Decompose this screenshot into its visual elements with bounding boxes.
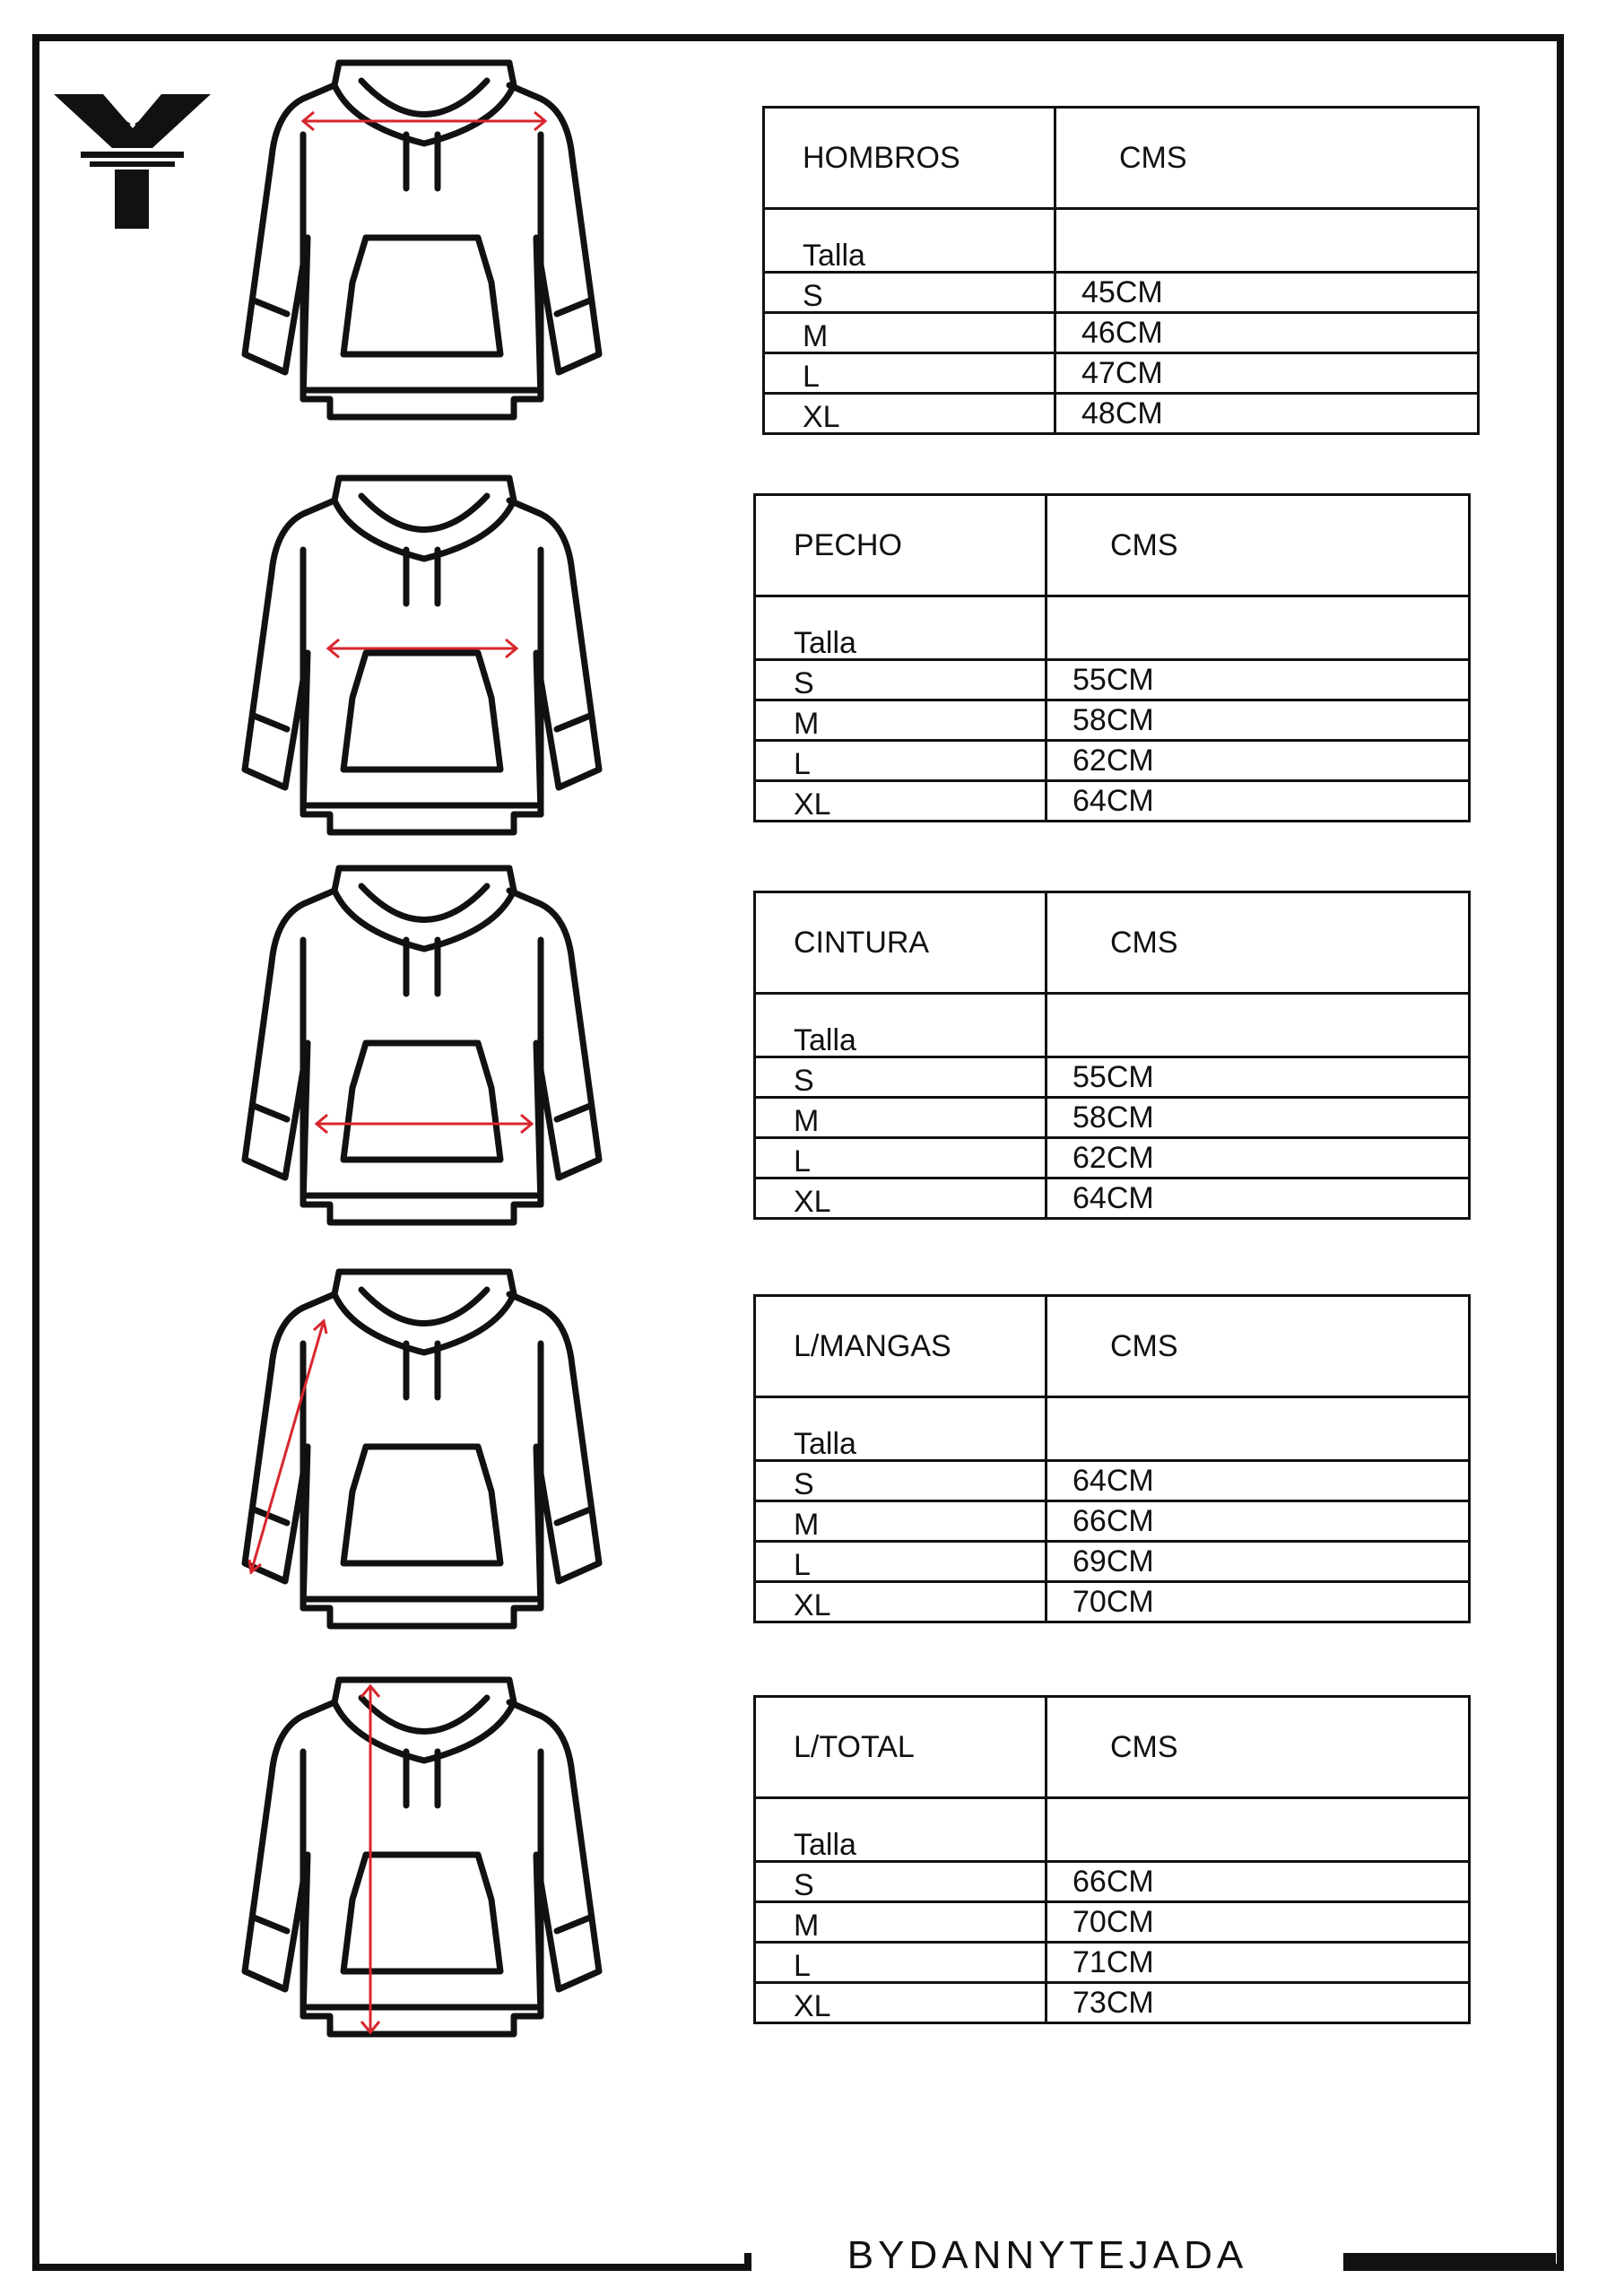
table-row (755, 1902, 1470, 1943)
size-label: Talla (755, 1397, 1047, 1461)
size-cell: S (755, 1461, 1047, 1501)
size-table-hombros (762, 106, 1480, 435)
unit-heading: CMS (1047, 1697, 1470, 1798)
bow-tie-y-logo-icon (54, 94, 211, 229)
value-cell: 62CM (1047, 1138, 1470, 1178)
table-row (755, 1862, 1470, 1902)
size-cell: L (755, 1542, 1047, 1582)
size-table-total (753, 1695, 1471, 2024)
unit-heading: CMS (1047, 1296, 1470, 1397)
size-cell: XL (755, 1582, 1047, 1622)
value-cell: 66CM (1047, 1862, 1470, 1902)
table-row (755, 1582, 1470, 1622)
size-label: Talla (764, 209, 1055, 273)
size-label: Talla (755, 1798, 1047, 1862)
size-table-cintura (753, 891, 1471, 1220)
table-row (764, 313, 1479, 353)
hoodie-shoulder-diagram (231, 58, 617, 439)
table-row (764, 394, 1479, 434)
table-row (755, 1098, 1470, 1138)
value-cell: 47CM (1055, 353, 1479, 394)
value-cell: 70CM (1047, 1902, 1470, 1943)
hoodie-length-diagram (231, 1675, 617, 2057)
hoodie-chest-diagram (231, 474, 617, 855)
table-row (755, 1943, 1470, 1983)
size-cell: L (755, 1943, 1047, 1983)
table-row (755, 1461, 1470, 1501)
measure-heading: L/MANGAS (755, 1296, 1047, 1397)
unit-heading: CMS (1055, 108, 1479, 209)
table-row (755, 1178, 1470, 1219)
value-cell: 46CM (1055, 313, 1479, 353)
size-cell: XL (755, 1983, 1047, 2023)
table-row (764, 353, 1479, 394)
table-row (755, 1983, 1470, 2023)
unit-heading: CMS (1047, 495, 1470, 596)
brand-footer (751, 2226, 1343, 2285)
size-cell: L (755, 741, 1047, 781)
value-cell: 70CM (1047, 1582, 1470, 1622)
value-cell: 48CM (1055, 394, 1479, 434)
table-row (755, 1542, 1470, 1582)
footer-rule-right (1341, 2253, 1556, 2264)
table-row (755, 700, 1470, 741)
measure-heading: L/TOTAL (755, 1697, 1047, 1798)
measure-heading: PECHO (755, 495, 1047, 596)
value-cell: 62CM (1047, 741, 1470, 781)
size-label: Talla (755, 994, 1047, 1057)
size-label: Talla (755, 596, 1047, 660)
size-cell: M (755, 1501, 1047, 1542)
value-cell: 69CM (1047, 1542, 1470, 1582)
table-row (755, 1057, 1470, 1098)
size-cell: M (755, 700, 1047, 741)
table-row (755, 781, 1470, 822)
table-row (755, 1138, 1470, 1178)
size-cell: S (755, 1057, 1047, 1098)
size-cell: S (764, 273, 1055, 313)
size-cell: M (755, 1902, 1047, 1943)
value-cell: 55CM (1047, 1057, 1470, 1098)
size-cell: M (755, 1098, 1047, 1138)
measure-heading: HOMBROS (764, 108, 1055, 209)
size-table-pecho (753, 493, 1471, 822)
value-cell: 45CM (1055, 273, 1479, 313)
value-cell: 71CM (1047, 1943, 1470, 1983)
value-cell: 58CM (1047, 700, 1470, 741)
value-cell: 64CM (1047, 781, 1470, 822)
brand-name: BYDANNYTEJADA (847, 2233, 1248, 2277)
table-row (755, 1501, 1470, 1542)
value-cell: 64CM (1047, 1461, 1470, 1501)
size-cell: L (764, 353, 1055, 394)
measure-heading: CINTURA (755, 892, 1047, 994)
value-cell: 58CM (1047, 1098, 1470, 1138)
hoodie-waist-diagram (231, 864, 617, 1245)
value-cell: 55CM (1047, 660, 1470, 700)
unit-heading: CMS (1047, 892, 1470, 994)
size-cell: M (764, 313, 1055, 353)
size-cell: XL (755, 781, 1047, 822)
table-row (755, 741, 1470, 781)
value-cell: 64CM (1047, 1178, 1470, 1219)
size-cell: S (755, 1862, 1047, 1902)
size-cell: S (755, 660, 1047, 700)
size-cell: L (755, 1138, 1047, 1178)
value-cell: 73CM (1047, 1983, 1470, 2023)
value-cell: 66CM (1047, 1501, 1470, 1542)
size-cell: XL (755, 1178, 1047, 1219)
table-row (764, 273, 1479, 313)
size-cell: XL (764, 394, 1055, 434)
table-row (755, 660, 1470, 700)
hoodie-sleeve-diagram (231, 1267, 617, 1648)
size-table-mangas (753, 1294, 1471, 1623)
